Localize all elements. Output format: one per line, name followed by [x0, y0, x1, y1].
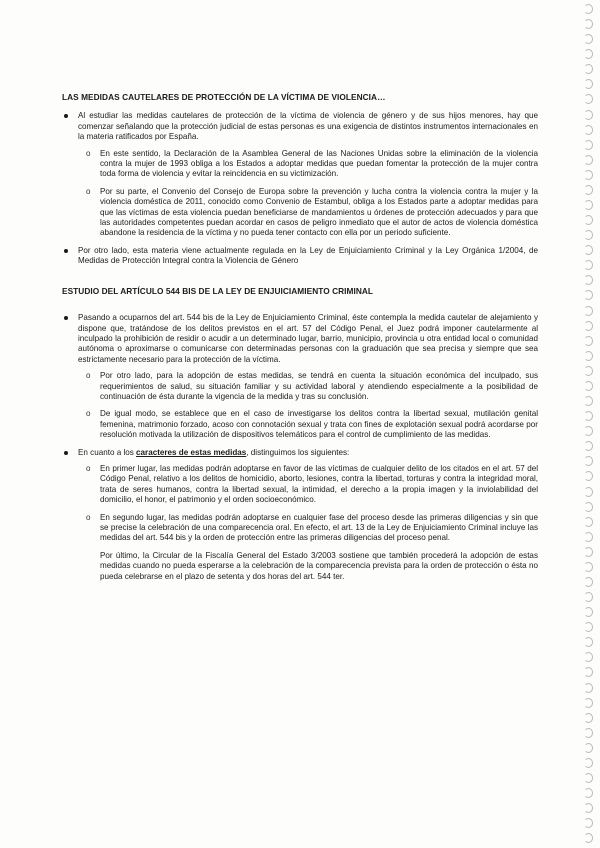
section-title-medidas-cautelares: LAS MEDIDAS CAUTELARES DE PROTECCIÓN DE LA VÍCTIMA DE VIOLENCIA…	[62, 92, 386, 102]
binder-ring-icon	[584, 441, 593, 451]
sub-item	[78, 371, 538, 402]
binder-ring-icon	[584, 19, 593, 29]
binder-ring-icon	[584, 321, 593, 331]
binder-ring-icon	[584, 34, 593, 44]
binder-ring-icon	[584, 381, 593, 391]
binder-ring-icon	[584, 788, 593, 798]
binder-ring-icon	[584, 396, 593, 406]
binder-ring-icon	[584, 336, 593, 346]
bullet-text: Al estudiar las medidas cautelares de protección de la víctima de violencia de género y de sus hijos menores, hay que comenzar señalando que la protección judicial de estas personas es una exigencia de distintos instrumentos internacionales en la materia ratificados por España.	[78, 111, 538, 142]
sub-list	[78, 371, 538, 440]
sub-item	[78, 149, 538, 180]
binder-ring-icon	[584, 140, 593, 150]
binder-ring-icon	[584, 607, 593, 617]
binder-ring-icon	[584, 64, 593, 74]
sub-item-text: Por su parte, el Convenio del Consejo de Europa sobre la prevención y lucha contra la violencia contra la mujer y la violencia doméstica de 2011, conocido como Convenio de Estambul, obliga a los Estados parte a adoptar medidas para que las víctimas de esta violencia puedan beneficiarse de mandamientos u órdenes de protección adecuados y para que las autoridades competentes puedan acordar en casos de peligro inmediato que el autor de actos de violencia doméstica abandone la residencia de la víctima y no pueda tener contacto con ella por un periodo suficiente.	[100, 186, 538, 238]
binder-ring-icon	[584, 577, 593, 587]
binder-ring-icon	[584, 592, 593, 602]
binder-ring-icon	[584, 4, 593, 14]
binder-ring-icon	[584, 652, 593, 662]
binder-ring-icon	[584, 426, 593, 436]
binder-ring-icon	[584, 502, 593, 512]
binder-ring-icon	[584, 713, 593, 723]
binder-ring-icon	[584, 487, 593, 497]
binder-ring-icon	[584, 547, 593, 557]
binder-ring-icon	[584, 155, 593, 165]
binder-ring-icon	[584, 215, 593, 225]
sub-item-text: En primer lugar, las medidas podrán adoptarse en favor de las víctimas de cualquier delito de los citados en el art. 57 del Código Penal, relativo a los delitos de homicidio, aborto, lesiones, contra la libertad, torturas y contra la integridad moral, trata de seres humanos, contra la libertad sexual, la intimidad, el derecho a la propia imagen y la inviolabilidad del domicilio, el honor, el patrimonio y el orden socioeconómico.	[100, 463, 538, 505]
bullet-item	[62, 246, 538, 267]
binder-ring-icon	[584, 185, 593, 195]
binder-ring-icon	[584, 622, 593, 632]
sub-item	[78, 464, 538, 506]
document-body	[62, 92, 538, 589]
binder-ring-icon	[584, 517, 593, 527]
section-title-articulo-544-bis: ESTUDIO DEL ARTÍCULO 544 BIS DE LA LEY DE ENJUICIAMIENTO CRIMINAL	[62, 285, 374, 296]
binder-ring-icon	[584, 411, 593, 421]
bullet-item	[62, 448, 538, 582]
sub-item	[78, 187, 538, 239]
binder-ring-icon	[584, 94, 593, 104]
binder-ring-icon	[584, 471, 593, 481]
binder-ring-icon	[584, 79, 593, 89]
binder-ring-icon	[584, 351, 593, 361]
binder-ring-icon	[584, 275, 593, 285]
sub-item	[78, 409, 538, 440]
binder-ring-icon	[584, 125, 593, 135]
bullet-text: Por otro lado, esta materia viene actualmente regulada en la Ley de Enjuiciamiento Criminal y la Ley Orgánica 1/2004, de Medidas de Protección Integral contra la Violencia de Género	[78, 245, 538, 266]
section1-bullet-list	[62, 111, 538, 266]
binder-ring-icon	[584, 306, 593, 316]
sub-list	[78, 149, 538, 239]
binder-ring-icon	[584, 110, 593, 120]
binder-ring-icon	[584, 758, 593, 768]
binder-rings	[582, 4, 594, 844]
binder-ring-icon	[584, 49, 593, 59]
bullet-text-post: , distinguimos los siguientes:	[246, 447, 350, 457]
binder-ring-icon	[584, 562, 593, 572]
binder-ring-icon	[584, 170, 593, 180]
binder-ring-icon	[584, 743, 593, 753]
sub-item-text: Por otro lado, para la adopción de estas medidas, se tendrá en cuenta la situación económica del inculpado, sus requerimientos de salud, su situación familiar y su actividad laboral y atendiendo especialmente a la posibilidad de continuación de ésta durante la vigencia de la medida y tras su conclusión.	[100, 371, 538, 401]
bullet-text-pre: En cuanto a los	[78, 447, 137, 457]
caracteres-heading: caracteres de estas medidas	[136, 447, 247, 457]
binder-ring-icon	[584, 245, 593, 255]
binder-ring-icon	[584, 532, 593, 542]
binder-ring-icon	[584, 667, 593, 677]
binder-ring-icon	[584, 456, 593, 466]
sub-item-text: En este sentido, la Declaración de la Asamblea General de las Naciones Unidas sobre la eliminación de la violencia contra la mujer de 1993 obliga a los Estados a adoptar medidas que puedan fomentar la protección de la mujer contra toda forma de violencia y evitar la reincidencia en su victimización.	[100, 148, 538, 179]
section2-bullet-list	[62, 313, 538, 582]
binder-ring-icon	[584, 803, 593, 813]
binder-ring-icon	[584, 637, 593, 647]
sub-list	[78, 464, 538, 544]
binder-ring-icon	[584, 698, 593, 708]
bullet-item	[62, 111, 538, 238]
binder-ring-icon	[584, 260, 593, 270]
binder-ring-icon	[584, 773, 593, 783]
binder-ring-icon	[584, 728, 593, 738]
bullet-text: Pasando a ocuparnos del art. 544 bis de la Ley de Enjuiciamiento Criminal, éste contempla la medida cautelar de alejamiento y dispone que, tratándose de los delitos previstos en el art. 57 del Código Penal, el Juez podrá imponer cautelarmente al inculpado la prohibición de residir o acudir a un determinado lugar, barrio, municipio, provincia u otra entidad local o comunidad autónoma o aproximarse o comunicarse con determinadas personas con la graduación que sea precisa y siempre que sea estrictamente necesario para la protección de la víctima.	[78, 313, 538, 364]
sub-item	[78, 513, 538, 544]
binder-ring-icon	[584, 683, 593, 693]
binder-ring-icon	[584, 290, 593, 300]
binder-ring-icon	[584, 818, 593, 828]
binder-ring-icon	[584, 366, 593, 376]
binder-ring-icon	[584, 833, 593, 843]
sub-item-text: En segundo lugar, las medidas podrán adoptarse en cualquier fase del proceso desde las primeras diligencias y sin que se precise la celebración de una comparecencia oral. En efecto, el art. 13 de la Ley de Enjuiciamiento Criminal incluye las medidas del art. 544 bis y la orden de protección entre las primeras diligencias del proceso penal.	[100, 512, 538, 543]
sub-item-text: De igual modo, se establece que en el caso de investigarse los delitos contra la libertad sexual, mutilación genital femenina, matrimonio forzado, acoso con connotación sexual y trata con fines de explotación sexual podrá acordarse por resolución motivada la utilización de dispositivos telemáticos para el control de cumplimiento de las medidas.	[100, 409, 538, 440]
closing-paragraph: Por último, la Circular de la Fiscalía General del Estado 3/2003 sostiene que también procederá la adopción de estas medidas cuando no pueda esperarse a la celebración de la comparecencia prevista para la orden de protección o ésta no pueda celebrarse en el plazo de setenta y dos horas del art. 544 ter.	[100, 550, 538, 581]
binder-ring-icon	[584, 200, 593, 210]
binder-ring-icon	[584, 230, 593, 240]
bullet-item	[62, 313, 538, 440]
